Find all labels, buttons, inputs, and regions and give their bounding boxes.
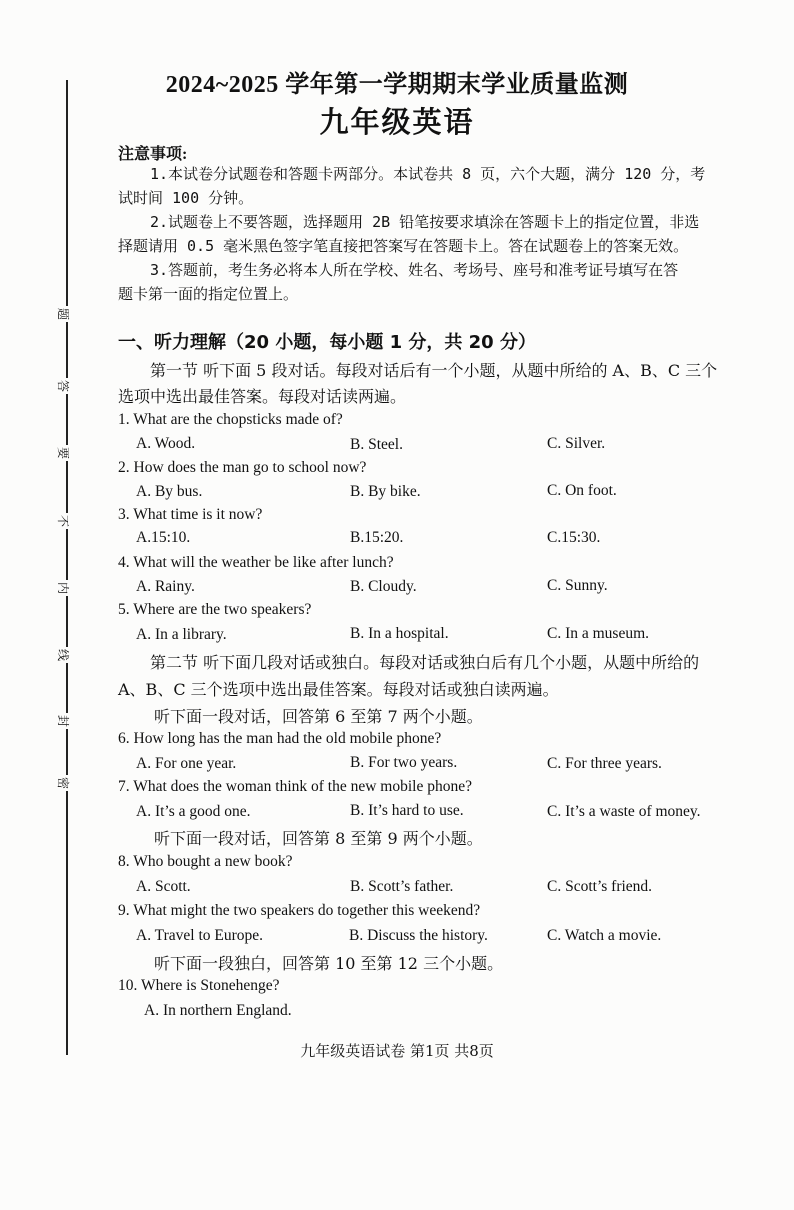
option-a: A.15:10. [136,529,191,546]
question: 2. How does the man go to school now? [118,459,367,476]
option-c: C. For three years. [547,755,662,772]
exam-title: 2024~2025 学年第一学期期末学业质量监测 [165,72,629,98]
option-b: B. For two years. [350,754,458,771]
question: 5. Where are the two speakers? [118,601,312,618]
option-c: C. Scott’s friend. [547,878,653,895]
binding-label: 封 [56,714,70,727]
option-a: A. For one year. [136,755,237,772]
listening-instruction: 听下面一段对话，回答第 8 至第 9 两个小题。 [154,829,483,848]
option-a: A. Rainy. [136,578,195,595]
notes-heading: 注意事项: [118,146,188,163]
part-instruction: 选项中选出最佳答案。每段对话读两遍。 [118,387,407,406]
option-a: A. In a library. [136,626,227,643]
option-b: B. Scott’s father. [350,878,454,895]
part-instruction: 第二节 听下面几段对话或独白。每段对话或独白后有几个小题，从题中所给的 [150,653,700,672]
option-c: C. Silver. [547,435,606,452]
option-b: B. By bike. [350,483,421,500]
option-a: A. Scott. [136,878,191,895]
question: 3. What time is it now? [118,506,263,523]
binding-label: 答 [56,379,70,392]
section-heading: 一、听力理解（20 小题，每小题 1 分，共 20 分） [118,332,536,353]
option-b: B. In a hospital. [350,625,449,642]
listening-instruction: 听下面一段对话，回答第 6 至第 7 两个小题。 [154,707,483,726]
option-a: A. Travel to Europe. [136,927,264,944]
binding-line [66,80,68,1055]
page-footer: 九年级英语试卷 第1页 共8页 [300,1042,494,1060]
question: 10. Where is Stonehenge? [118,977,280,994]
option-b: B. Cloudy. [350,578,417,595]
option-c: C. On foot. [547,482,617,499]
option-c: C. Sunny. [547,577,608,594]
note-line: 2.试题卷上不要答题，选择题用 2B 铅笔按要求填涂在答题卡上的指定位置，非选 [150,213,700,231]
binding-label: 内 [56,581,70,594]
question: 4. What will the weather be like after lunch? [118,554,394,571]
option-a: A. It’s a good one. [136,803,251,820]
binding-label: 要 [56,446,70,459]
part-instruction: 第一节 听下面 5 段对话。每段对话后有一个小题，从题中所给的 A、B、C 三个 [150,361,718,380]
option-b: B. It’s hard to use. [350,802,464,819]
question: 8. Who bought a new book? [118,853,293,870]
option-c: C. In a museum. [547,625,650,642]
part-instruction: A、B、C 三个选项中选出最佳答案。每段对话或独白读两遍。 [118,680,559,699]
option-a: A. Wood. [136,435,196,452]
note-line: 题卡第一面的指定位置上。 [118,285,299,303]
option-b: B. Discuss the history. [349,927,488,944]
listening-instruction: 听下面一段独白，回答第 10 至第 12 三个小题。 [154,954,504,973]
option-c: C. It’s a waste of money. [547,803,701,820]
option-a: A. By bus. [136,483,203,500]
question: 7. What does the woman think of the new mobile phone? [118,778,472,795]
question: 1. What are the chopsticks made of? [118,411,343,428]
binding-label: 线 [56,648,70,661]
option-b: B. Steel. [350,436,403,453]
option-a: A. In northern England. [144,1002,292,1019]
option-b: B.15:20. [350,529,404,546]
note-line: 试时间 100 分钟。 [118,189,254,207]
binding-label: 密 [56,776,70,789]
note-line: 3.答题前，考生务必将本人所在学校、姓名、考场号、座号和准考证号填写在答 [150,261,679,279]
question: 9. What might the two speakers do together this weekend? [118,902,481,919]
question: 6. How long has the man had the old mobile phone? [118,730,442,747]
binding-label: 不 [56,514,70,527]
option-c: C.15:30. [547,529,601,546]
note-line: 择题请用 0.5 毫米黑色签字笔直接把答案写在答题卡上。答在试题卷上的答案无效。 [118,237,689,255]
option-c: C. Watch a movie. [547,927,662,944]
note-line: 1.本试卷分试题卷和答题卡两部分。本试卷共 8 页，六个大题，满分 120 分，考 [150,165,706,183]
exam-subtitle: 九年级英语 [319,107,475,139]
binding-label: 题 [56,307,70,320]
